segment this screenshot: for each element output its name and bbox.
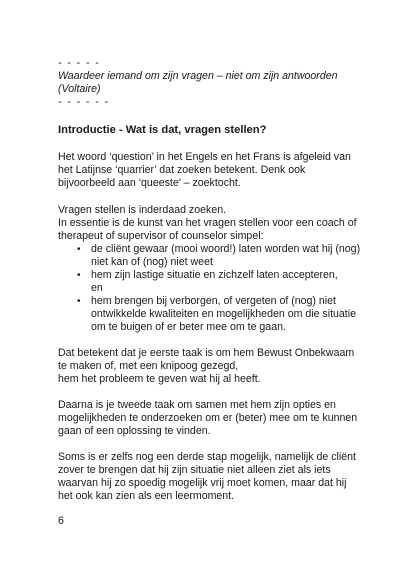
bullet-item [58, 243, 378, 269]
text-line: Vragen stellen is inderdaad zoeken. [58, 204, 227, 216]
bullet-icon: • [77, 270, 81, 281]
text-line: het ook kan zien als een leermoment. [58, 490, 235, 502]
text-line: om te buigen of er beter mee om te gaan. [91, 321, 286, 333]
section-heading: Introductie - Wat is dat, vragen stellen? [58, 124, 267, 136]
text-line: ontwikkelde kwaliteiten en mogelijkheden om die situatie [91, 308, 356, 320]
text-line: Daarna is je tweede taak om samen met hem zijn opties en [58, 399, 336, 411]
paragraph-second-task [58, 399, 378, 438]
epigraph-dashes-top: - - - - - [58, 57, 101, 69]
paragraph-searching [58, 204, 378, 243]
bullet-item [58, 295, 378, 334]
epigraph-author: (Voltaire) [58, 83, 101, 95]
text-line: Het woord ‘question’ in het Engels en het Frans is afgeleid van [58, 151, 351, 163]
bullet-item [58, 269, 378, 295]
text-line: het Latijnse ‘quarrier’ dat zoeken betekent. Denk ook [58, 164, 306, 176]
text-line: mogelijkheden te onderzoeken om er (beter) mee om te kunnen [58, 412, 358, 424]
paragraph-first-task [58, 347, 378, 386]
text-line: de cliënt gewaar (mooi woord!) laten worden wat hij (nog) [91, 243, 361, 255]
text-line: waarvan hij zo spoedig mogelijk vrij moet komen, maar dat hij [58, 477, 347, 489]
text-line: en [91, 282, 103, 294]
paragraph-etymology [58, 151, 378, 190]
text-line: hem het probleem te geven wat hij al heeft. [58, 373, 261, 385]
bullet-list [58, 243, 378, 334]
text-line: hem brengen bij verborgen, of vergeten of (nog) niet [91, 295, 336, 307]
bullet-icon: • [77, 296, 81, 307]
page-number: 6 [58, 515, 64, 527]
bullet-icon: • [77, 244, 81, 255]
text-line: niet kan of (nog) niet weet [91, 256, 213, 268]
paragraph-third-step [58, 451, 378, 503]
text-line: hem zijn lastige situatie en zichzelf laten accepteren, [91, 269, 338, 281]
epigraph-dashes-bottom: - - - - - - [58, 96, 110, 108]
text-line: te maken of, met een knipoog gezegd, [58, 360, 239, 372]
epigraph [58, 57, 378, 109]
text-line: Dat betekent dat je eerste taak is om hem Bewust Onbekwaam [58, 347, 355, 359]
text-line: Soms is er zelfs nog een derde stap mogelijk, namelijk de cliënt [58, 451, 356, 463]
text-line: zover te brengen dat hij zijn situatie niet alleen ziet als iets [58, 464, 331, 476]
epigraph-quote-line: Waardeer iemand om zijn vragen – niet om zijn antwoorden [58, 70, 338, 82]
page-content [58, 57, 378, 503]
text-line: bijvoorbeeld aan ‘queeste’ – zoektocht. [58, 177, 241, 189]
epigraph-quote [58, 70, 378, 96]
text-line: gaan of een oplossing te vinden. [58, 425, 211, 437]
text-line: therapeut of supervisor of counselor simpel: [58, 230, 264, 242]
text-line: In essentie is de kunst van het vragen stellen voor een coach of [58, 217, 357, 229]
